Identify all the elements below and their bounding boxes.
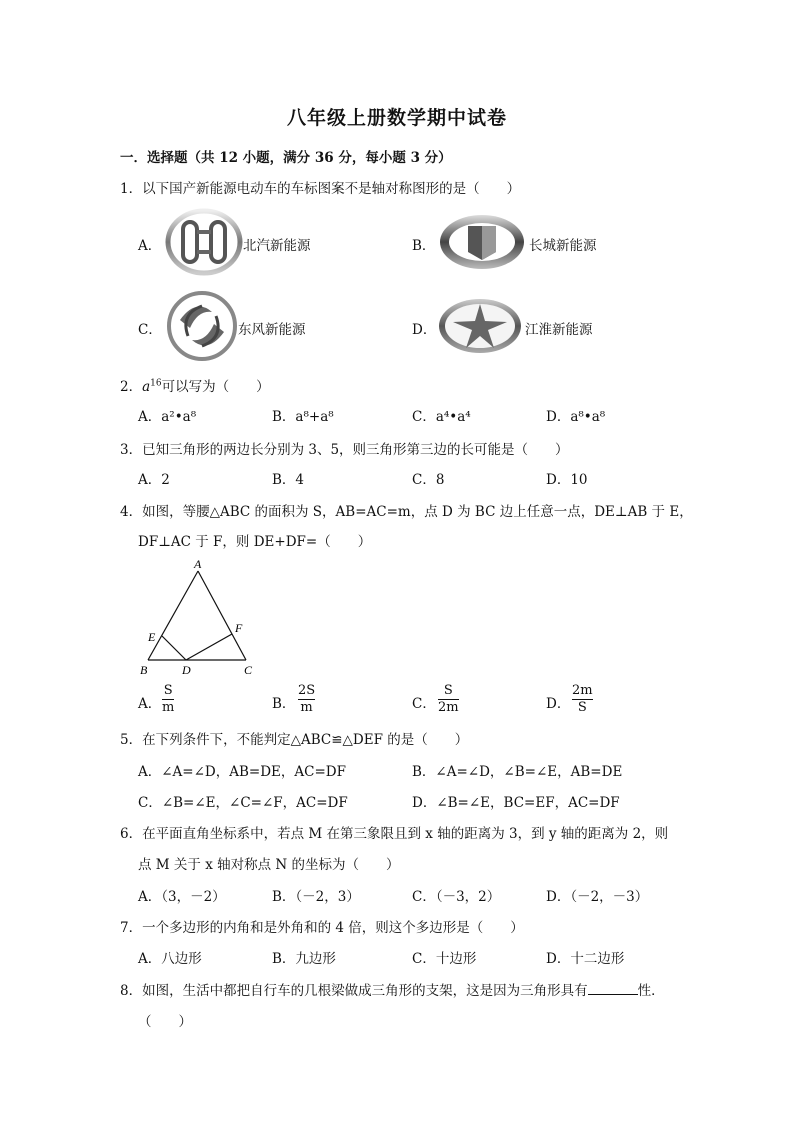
q5-option-a: A．∠A=∠D，AB=DE，AC=DF xyxy=(138,764,346,780)
q3-option-d: D．10 xyxy=(546,472,588,488)
q2-option-d: D．a⁸•a⁸ xyxy=(546,409,606,425)
fraction-denominator: 2m xyxy=(438,700,459,715)
q5-option-d: D．∠B=∠E，BC=EF，AC=DF xyxy=(412,795,620,811)
q7-option-d: D．十二边形 xyxy=(546,951,625,967)
q1-option-a-letter: A． xyxy=(138,238,162,254)
fraction-numerator: 2m xyxy=(572,683,593,698)
question-4-line1: 4．如图，等腰△ABC 的面积为 S，AB=AC=m，点 D 为 BC 边上任意一点，DE⊥AB 于 E， xyxy=(120,504,693,520)
q2-rest: 可以写为（ ） xyxy=(161,379,270,395)
q3-option-b: B．4 xyxy=(272,472,305,488)
q4-option-b-letter: B． xyxy=(272,696,296,712)
q2-option-a: A．a²•a⁸ xyxy=(138,409,197,425)
jac-logo-image xyxy=(437,296,523,360)
q4-option-b-fraction xyxy=(298,683,315,716)
side-ac xyxy=(198,571,246,660)
q6-option-d: D．（－2，－3） xyxy=(546,889,649,905)
question-5-stem: 5．在下列条件下，不能判定△ABC≌△DEF 的是（ ） xyxy=(120,732,469,748)
q2-exponent: 16 xyxy=(150,378,162,389)
q4-option-c-letter: C． xyxy=(412,696,436,712)
triangle-figure xyxy=(138,555,258,680)
fraction-numerator: S xyxy=(163,683,173,698)
great-wall-logo-image xyxy=(438,212,526,276)
baic-logo-image xyxy=(165,208,243,280)
label-a: A xyxy=(194,557,202,571)
q4-option-c-fraction xyxy=(438,683,459,716)
q6-option-a: A．（3，－2） xyxy=(138,889,226,905)
dongfeng-logo-image xyxy=(166,290,238,366)
q7-option-a: A．八边形 xyxy=(138,951,202,967)
q7-option-b: B．九边形 xyxy=(272,951,336,967)
fraction-denominator: m xyxy=(162,700,175,715)
question-6-line2: 点 M 关于 x 轴对称点 N 的坐标为（ ） xyxy=(138,857,400,873)
segment-de xyxy=(162,636,186,660)
q1-option-d-letter: D． xyxy=(412,322,437,338)
q3-option-c: C．8 xyxy=(412,472,445,488)
label-b: B xyxy=(140,663,148,677)
question-8-stem xyxy=(120,979,665,999)
label-f: F xyxy=(235,621,243,635)
fraction-denominator: S xyxy=(577,700,587,715)
page-title: 八年级上册数学期中试卷 xyxy=(286,107,507,129)
label-c: C xyxy=(244,663,253,677)
q8-stem-text: 8．如图，生活中都把自行车的几根梁做成三角形的支架，这是因为三角形具有 xyxy=(120,983,588,999)
q8-answer-parentheses: （ ） xyxy=(138,1014,192,1030)
fraction-numerator: S xyxy=(443,683,453,698)
q1-option-c-letter: C． xyxy=(138,322,162,338)
q4-option-d-fraction xyxy=(572,683,593,716)
label-d: D xyxy=(182,663,191,677)
q4-option-a-fraction xyxy=(162,683,174,716)
q2-base: a xyxy=(142,379,151,395)
q1-option-b-label: 长城新能源 xyxy=(529,238,597,254)
question-6-line1: 6．在平面直角坐标系中，若点 M 在第三象限且到 x 轴的距离为 3，到 y 轴的距离为 2，则 xyxy=(120,826,669,842)
q2-number: 2． xyxy=(120,379,143,395)
q4-option-d-letter: D． xyxy=(546,696,571,712)
q2-option-c: C．a⁴•a⁴ xyxy=(412,409,471,425)
q6-option-b: B．（－2，3） xyxy=(272,889,360,905)
section-heading: 一．选择题（共 12 小题，满分 36 分，每小题 3 分） xyxy=(120,150,452,166)
label-e: E xyxy=(148,630,156,644)
segment-df xyxy=(186,634,232,660)
question-1-stem: 1．以下国产新能源电动车的车标图案不是轴对称图形的是（ ） xyxy=(120,181,521,197)
q1-option-d-label: 江淮新能源 xyxy=(525,322,593,338)
q1-option-c-label: 东风新能源 xyxy=(238,322,306,338)
question-3-stem: 3．已知三角形的两边长分别为 3、5，则三角形第三边的长可能是（ ） xyxy=(120,442,569,458)
q2-option-b: B．a⁸+a⁸ xyxy=(272,409,334,425)
q1-option-b-letter: B． xyxy=(412,238,436,254)
q5-option-c: C．∠B=∠E，∠C=∠F，AC=DF xyxy=(138,795,348,811)
fraction-numerator: 2S xyxy=(298,683,316,698)
answer-blank xyxy=(588,982,638,995)
question-2-stem xyxy=(120,375,270,395)
q6-option-c: C．（－3，2） xyxy=(412,889,501,905)
question-7-stem: 7．一个多边形的内角和是外角和的 4 倍，则这个多边形是（ ） xyxy=(120,920,524,936)
q5-option-b: B．∠A=∠D，∠B=∠E，AB=DE xyxy=(412,764,623,780)
q7-option-c: C．十边形 xyxy=(412,951,477,967)
fraction-denominator: m xyxy=(300,700,313,715)
q3-option-a: A．2 xyxy=(138,472,170,488)
question-4-line2: DF⊥AC 于 F，则 DE+DF=（ ） xyxy=(138,534,372,550)
q4-option-a-letter: A． xyxy=(138,696,162,712)
q8-stem-end: 性． xyxy=(637,983,665,999)
q1-option-a-label: 北汽新能源 xyxy=(243,238,311,254)
